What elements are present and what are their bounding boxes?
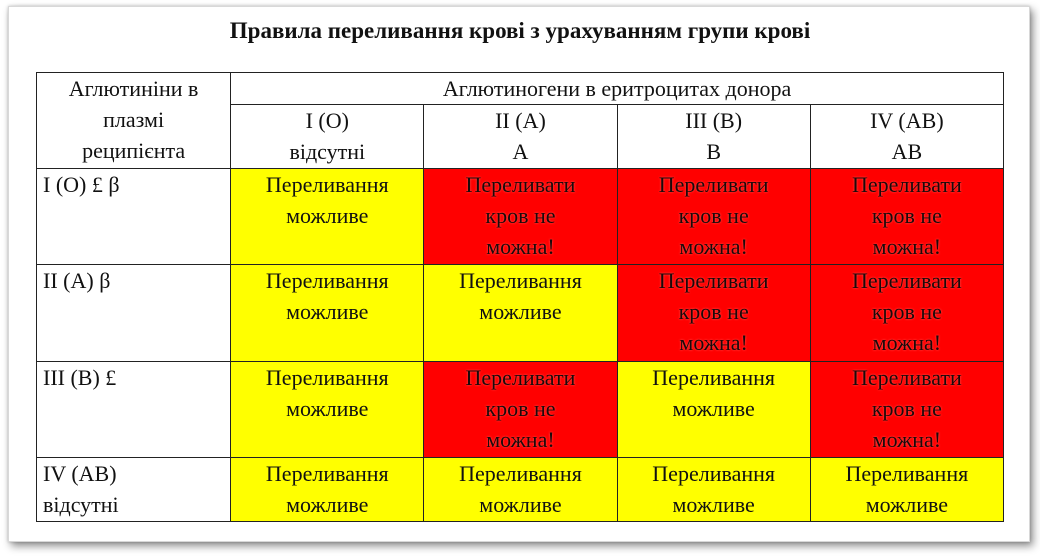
transfusion-forbidden-cell — [810, 265, 1003, 361]
cell-text-line: можна! — [679, 234, 748, 260]
recipient-header-line: реципієнта — [82, 138, 186, 163]
table-row — [37, 265, 1004, 361]
cell-text-line: Переливати — [658, 172, 769, 198]
recipient-header-line: Аглютиніни в — [68, 76, 199, 101]
recipient-cell — [37, 361, 231, 457]
recipient-label: IV (AB) — [43, 460, 117, 486]
recipient-label: II (A) β — [43, 268, 111, 294]
cell-text-line: можливе — [479, 299, 562, 325]
donor-col-header — [617, 105, 810, 169]
donor-group-header: Аглютиногени в еритроцитах донора — [231, 73, 1004, 105]
transfusion-allowed-cell — [810, 457, 1003, 521]
cell-text-line: можливе — [286, 491, 369, 517]
cell-text-line: Переливання — [265, 268, 389, 294]
transfusion-forbidden-cell — [810, 169, 1003, 265]
cell-text-line: можна! — [486, 234, 555, 260]
recipient-header — [37, 73, 231, 169]
table-row — [37, 457, 1004, 521]
cell-text-line: можна! — [486, 426, 555, 452]
transfusion-allowed-cell — [231, 457, 424, 521]
cell-text-line: Переливати — [851, 268, 962, 294]
cell-text-line: можливе — [286, 203, 369, 229]
recipient-label: I (O) £ β — [43, 172, 120, 198]
cell-text-line: Переливати — [851, 172, 962, 198]
donor-col-header — [424, 105, 617, 169]
donor-col-group: II (A) — [495, 108, 546, 134]
cell-text-line: можна! — [872, 234, 942, 260]
donor-col-header — [810, 105, 1003, 169]
recipient-label: III (B) £ — [43, 364, 117, 390]
cell-text-line: можна! — [679, 330, 748, 356]
cell-text-line: кров не — [871, 299, 942, 325]
cell-text-line: кров не — [871, 395, 942, 421]
recipient-cell — [37, 169, 231, 265]
transfusion-forbidden-cell — [424, 361, 617, 457]
cell-text-line: кров не — [678, 203, 749, 229]
recipient-cell — [37, 265, 231, 361]
cell-text-line: можна! — [872, 330, 942, 356]
transfusion-allowed-cell — [424, 457, 617, 521]
cell-text-line: Переливати — [465, 364, 576, 390]
table-row — [37, 361, 1004, 457]
transfusion-forbidden-cell — [617, 169, 810, 265]
cell-text-line: Переливання — [459, 268, 582, 294]
transfusion-table — [36, 72, 1004, 522]
recipient-label: відсутні — [43, 491, 119, 517]
cell-text-line: можливе — [865, 491, 949, 517]
cell-text-line: можна! — [872, 426, 942, 452]
donor-col-group: III (B) — [685, 108, 743, 134]
cell-text-line: Переливання — [459, 460, 582, 486]
cell-text-line: Переливання — [652, 460, 775, 486]
transfusion-allowed-cell — [617, 361, 810, 457]
donor-col-antigen: відсутні — [289, 139, 366, 165]
cell-text-line: можливе — [479, 491, 562, 517]
cell-text-line: Переливання — [265, 364, 389, 390]
cell-text-line: можливе — [672, 491, 755, 517]
cell-text-line: кров не — [485, 395, 556, 421]
cell-text-line: Переливати — [465, 172, 576, 198]
transfusion-forbidden-cell — [424, 169, 617, 265]
donor-col-antigen: B — [706, 139, 721, 165]
donor-col-header — [231, 105, 424, 169]
cell-text-line: можливе — [672, 395, 755, 421]
page-title: Правила переливання крові з урахуванням групи крові — [229, 18, 811, 43]
recipient-header-line: плазмі — [103, 107, 165, 132]
recipient-cell — [37, 457, 231, 521]
donor-col-antigen: A — [512, 139, 529, 165]
transfusion-allowed-cell — [424, 265, 617, 361]
transfusion-allowed-cell — [617, 457, 810, 521]
cell-text-line: кров не — [678, 299, 749, 325]
cell-text-line: Переливати — [658, 268, 769, 294]
transfusion-forbidden-cell — [810, 361, 1003, 457]
donor-col-group: IV (AB) — [870, 108, 944, 134]
donor-col-group: I (O) — [305, 108, 349, 134]
cell-text-line: можливе — [286, 395, 369, 421]
cell-text-line: Переливання — [265, 460, 389, 486]
transfusion-allowed-cell — [231, 361, 424, 457]
table-row — [37, 169, 1004, 265]
transfusion-allowed-cell — [231, 265, 424, 361]
cell-text-line: кров не — [871, 203, 942, 229]
cell-text-line: Переливання — [845, 460, 969, 486]
transfusion-allowed-cell — [231, 169, 424, 265]
cell-text-line: кров не — [485, 203, 556, 229]
donor-col-antigen: AB — [891, 139, 923, 165]
cell-text-line: можливе — [286, 299, 369, 325]
cell-text-line: Переливати — [851, 364, 962, 390]
cell-text-line: Переливання — [265, 172, 389, 198]
cell-text-line: Переливання — [652, 364, 775, 390]
transfusion-forbidden-cell — [617, 265, 810, 361]
